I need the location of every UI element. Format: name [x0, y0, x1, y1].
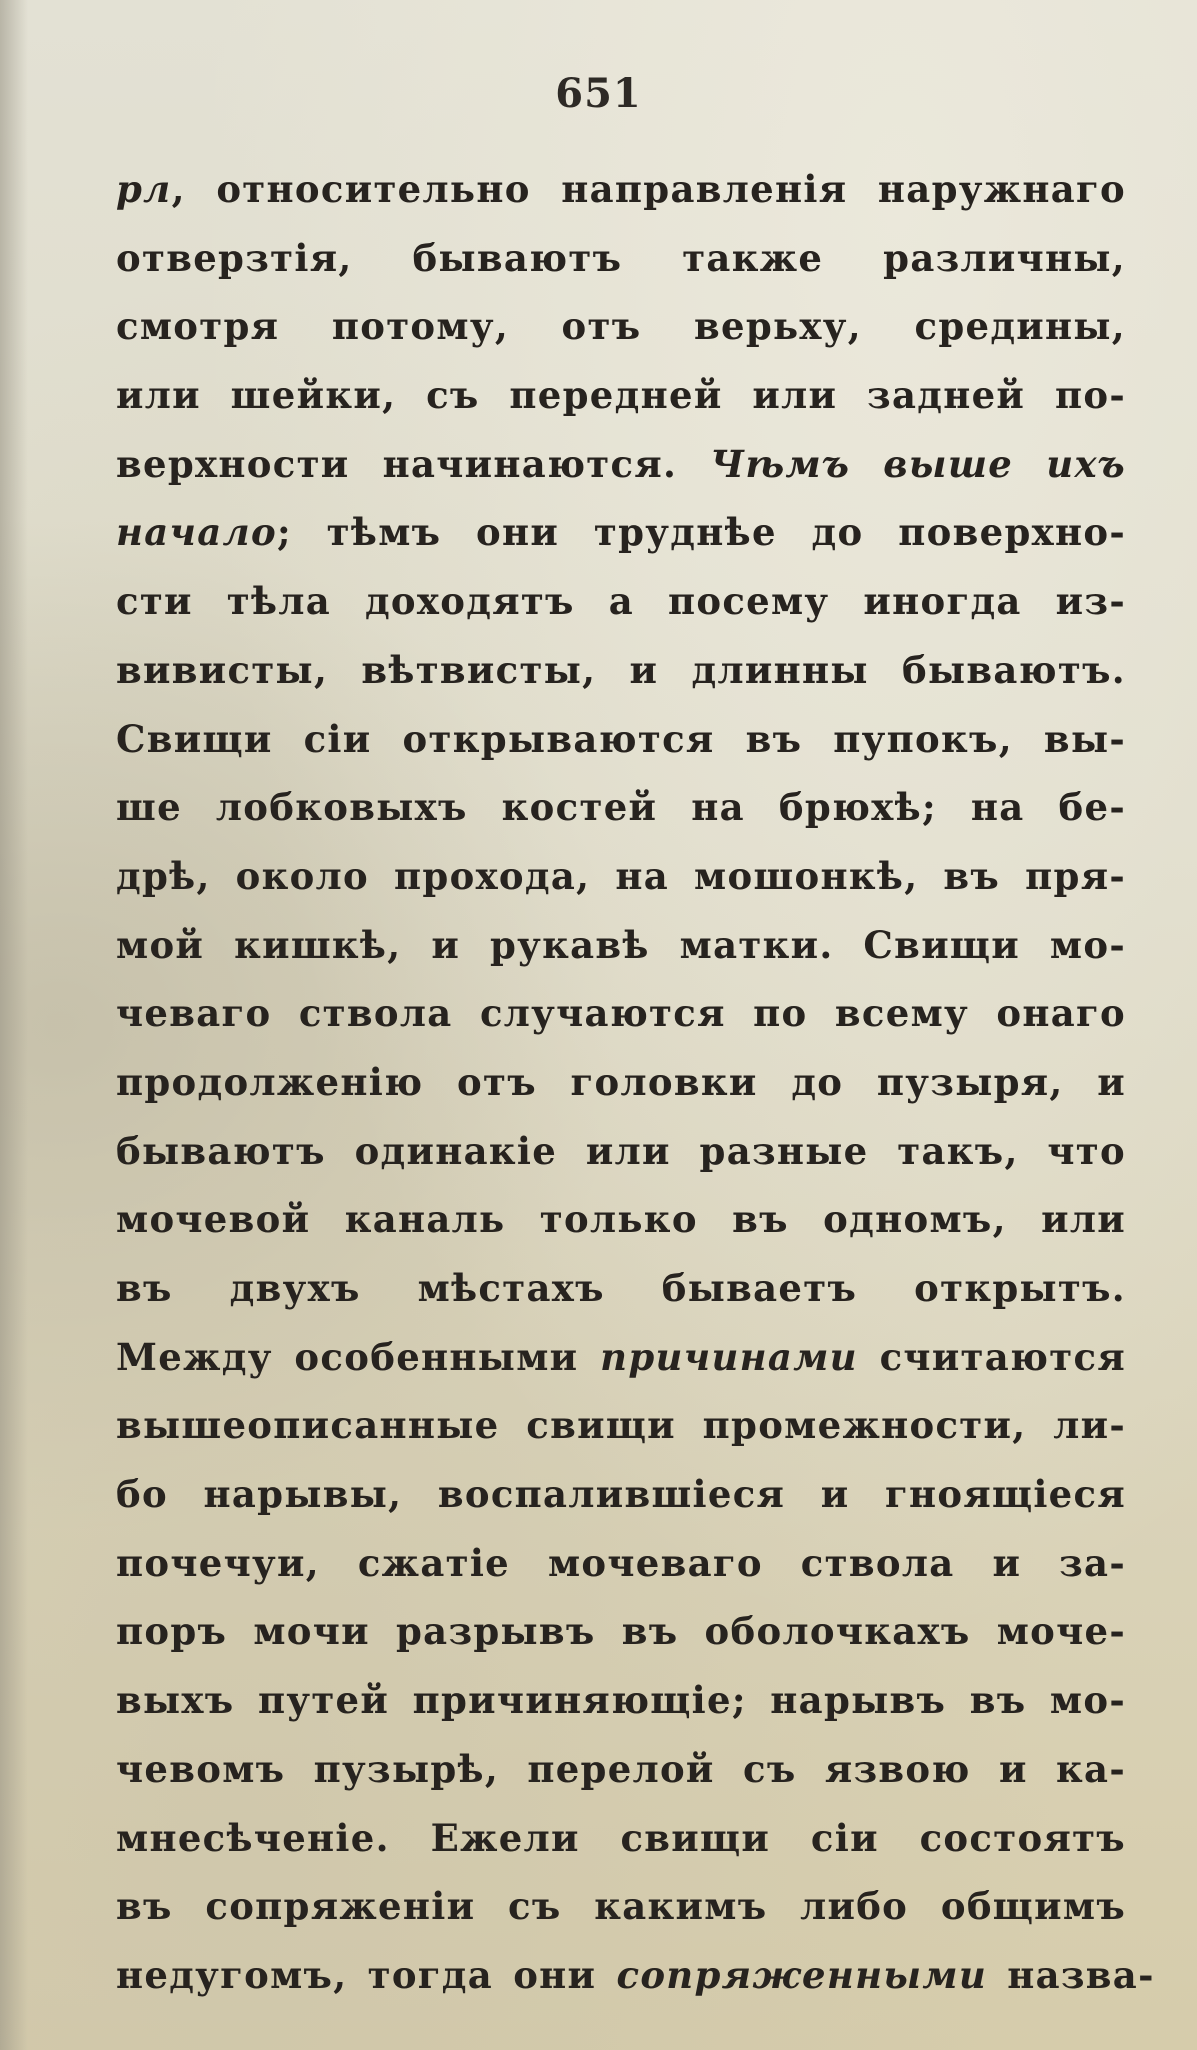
text-segment: , относительно направленія наружнаго	[171, 167, 1126, 211]
page-number: 651	[555, 70, 642, 117]
text-segment: ; тѣмъ они труднѣе до поверхно-	[276, 510, 1126, 555]
text-line	[116, 224, 1126, 293]
text-line	[116, 1941, 1155, 2010]
text-segment: вышеописанные свищи промежности, ли-	[116, 1403, 1126, 1448]
text-segment: продолженію отъ головки до пузыря, и	[116, 1059, 1126, 1104]
text-segment: сти тѣла доходятъ а посему иногда из-	[116, 579, 1126, 624]
text-line	[116, 911, 1126, 980]
text-line	[116, 1529, 1126, 1598]
italic-text: начало	[116, 510, 277, 555]
text-segment: поръ мочи разрывъ въ оболочкахъ моче-	[116, 1609, 1126, 1654]
text-segment: или шейки, съ передней или задней по-	[116, 373, 1126, 418]
text-line	[116, 1460, 1126, 1529]
spine-shadow	[0, 0, 28, 2050]
text-line	[116, 498, 1126, 567]
italic-text: рл	[116, 167, 172, 211]
text-segment: дрѣ, около прохода, на мошонкѣ, въ пря-	[116, 853, 1126, 898]
text-line	[116, 979, 1126, 1048]
text-segment: ше лобковыхъ костей на брюхѣ; на бе-	[116, 785, 1126, 830]
text-line	[116, 155, 1126, 224]
text-segment: выхъ путей причиняющіе; нарывъ въ мо-	[116, 1678, 1126, 1723]
text-segment: чеваго ствола случаются по всему онаго	[116, 991, 1126, 1036]
text-segment: назва-	[987, 1952, 1155, 1997]
text-line	[116, 1048, 1126, 1117]
italic-text: причинами	[600, 1334, 858, 1379]
text-line	[116, 1254, 1126, 1323]
text-segment: верхности начинаются.	[116, 441, 711, 486]
text-line	[116, 1323, 1126, 1392]
italic-text: сопряженными	[616, 1952, 988, 1997]
italic-text: Чѣмъ выше ихъ	[710, 441, 1126, 486]
text-line	[116, 567, 1126, 636]
text-segment: мнесѣченіе. Ежели свищи сіи состоятъ	[116, 1815, 1126, 1860]
text-line	[116, 292, 1126, 361]
text-line	[116, 773, 1126, 842]
text-line	[116, 1666, 1126, 1735]
text-segment: бо нарывы, воспалившіеся и гноящіеся	[116, 1472, 1126, 1517]
text-line	[116, 636, 1126, 705]
text-line	[116, 361, 1126, 430]
text-segment: смотря потому, отъ верьху, средины,	[116, 304, 1126, 349]
text-segment: почечуи, сжатіе мочеваго ствола и за-	[116, 1540, 1126, 1585]
text-line	[116, 842, 1126, 911]
text-line	[116, 1391, 1126, 1460]
text-line	[116, 1117, 1126, 1186]
text-segment: недугомъ, тогда они	[116, 1952, 617, 1997]
text-segment: считаются	[857, 1334, 1126, 1379]
text-segment: въ двухъ мѣстахъ бываетъ открытъ.	[116, 1266, 1126, 1310]
text-line	[116, 1597, 1126, 1666]
text-line	[116, 1735, 1126, 1804]
text-segment: въ сопряженіи съ какимъ либо общимъ	[116, 1884, 1126, 1929]
text-line	[116, 430, 1126, 499]
text-segment: Свищи сіи открываются въ пупокъ, вы-	[116, 716, 1126, 761]
text-segment: чевомъ пузырѣ, перелой съ язвою и ка-	[116, 1746, 1126, 1791]
body-text	[116, 155, 1155, 2010]
text-segment: Между особенными	[116, 1334, 601, 1379]
text-segment: бываютъ одинакіе или разные такъ, что	[116, 1128, 1126, 1173]
text-segment: отверзтія, бываютъ также различны,	[116, 235, 1126, 280]
text-line	[116, 1872, 1126, 1941]
text-line	[116, 1804, 1126, 1873]
text-line	[116, 705, 1126, 774]
text-segment: мочевой каналь только въ одномъ, или	[116, 1197, 1126, 1242]
text-line	[116, 1185, 1126, 1254]
text-segment: мой кишкѣ, и рукавѣ матки. Свищи мо-	[116, 922, 1126, 967]
text-segment: вивисты, вѣтвисты, и длинны бываютъ.	[116, 647, 1126, 692]
